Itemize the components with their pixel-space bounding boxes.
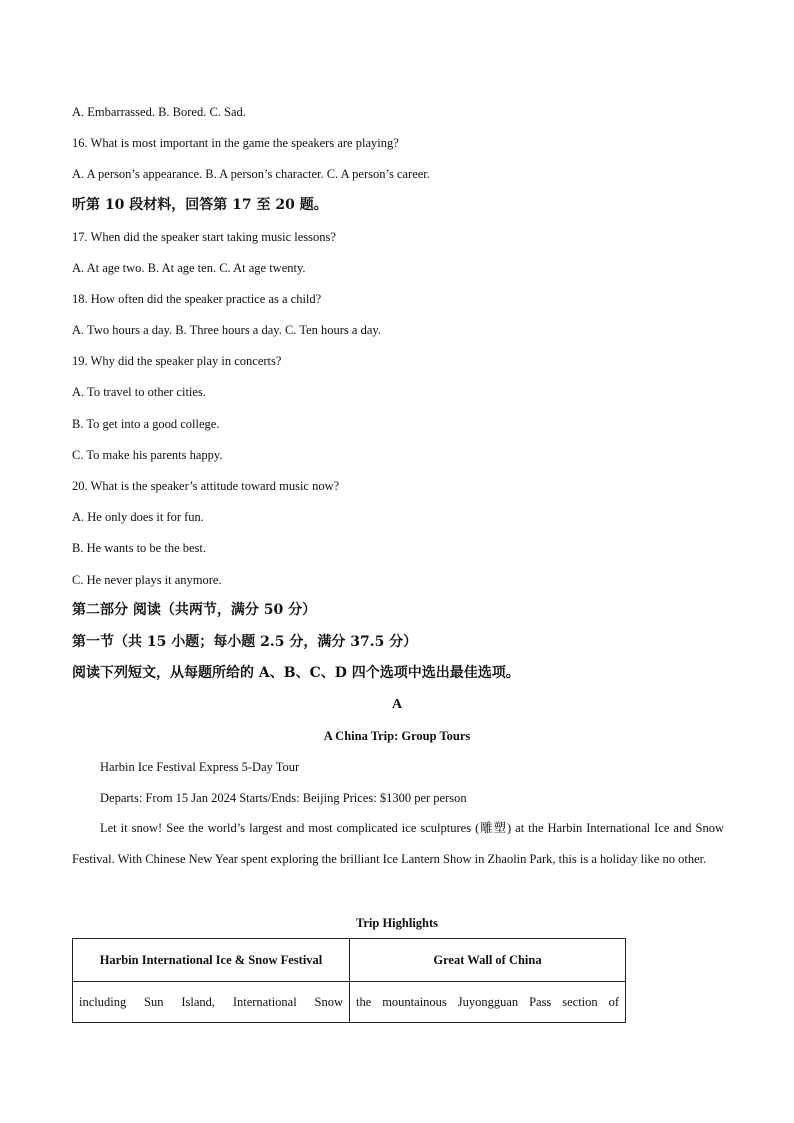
table-header-cell: Great Wall of China: [350, 939, 626, 982]
table-header-row: [73, 939, 626, 982]
q20-question: 20. What is the speaker’s attitude toward music now?: [72, 479, 340, 493]
highlights-table: [72, 938, 626, 1023]
highlights-title: Trip Highlights: [355, 916, 439, 930]
tour-line-1: Harbin Ice Festival Express 5-Day Tour: [100, 760, 300, 774]
table-cell: the mountainous Juyongguan Pass section of: [350, 982, 626, 1023]
q18-question: 18. How often did the speaker practice as a child?: [72, 292, 322, 306]
q19-question: 19. Why did the speaker play in concerts?: [72, 354, 282, 368]
q15-options: A. Embarrassed. B. Bored. C. Sad.: [72, 105, 246, 119]
passage-letter: A: [391, 697, 403, 712]
table-header-cell: Harbin International Ice & Snow Festival: [73, 939, 350, 982]
table-row: [73, 982, 626, 1023]
q17-question: 17. When did the speaker start taking music lessons?: [72, 230, 336, 244]
section10-heading: 听第 10 段材料，回答第 17 至 20 题。: [72, 197, 328, 213]
q18-options: A. Two hours a day. B. Three hours a day. C. Ten hours a day.: [72, 323, 381, 337]
reading-section-heading: 第一节（共 15 小题；每小题 2.5 分，满分 37.5 分）: [72, 634, 418, 650]
q19-option-c: C. To make his parents happy.: [72, 448, 223, 462]
passage-title: A China Trip: Group Tours: [323, 729, 471, 743]
q16-options: A. A person’s appearance. B. A person’s character. C. A person’s career.: [72, 167, 430, 181]
q16-question: 16. What is most important in the game the speakers are playing?: [72, 136, 399, 150]
table-cell: including Sun Island, International Snow: [73, 982, 350, 1023]
reading-instruction: 阅读下列短文，从每题所给的 A、B、C、D 四个选项中选出最佳选项。: [72, 665, 520, 681]
q20-option-b: B. He wants to be the best.: [72, 541, 207, 555]
reading-part-heading: 第二部分 阅读（共两节，满分 50 分）: [72, 602, 317, 618]
passage-paragraph: Let it snow! See the world’s largest and most complicated ice sculptures (雕塑) at the Harbin International Ice and Snow Festival. With Chinese New Year spent exploring the brilliant Ice Lantern Show in Zhaolin Park, this is a holiday like no other.: [72, 821, 724, 866]
q20-option-a: A. He only does it for fun.: [72, 510, 204, 524]
tour-line-2: Departs: From 15 Jan 2024 Starts/Ends: Beijing Prices: $1300 per person: [100, 791, 467, 805]
q20-option-c: C. He never plays it anymore.: [72, 573, 222, 587]
q17-options: A. At age two. B. At age ten. C. At age twenty.: [72, 261, 306, 275]
q19-option-a: A. To travel to other cities.: [72, 385, 206, 399]
q19-option-b: B. To get into a good college.: [72, 417, 220, 431]
